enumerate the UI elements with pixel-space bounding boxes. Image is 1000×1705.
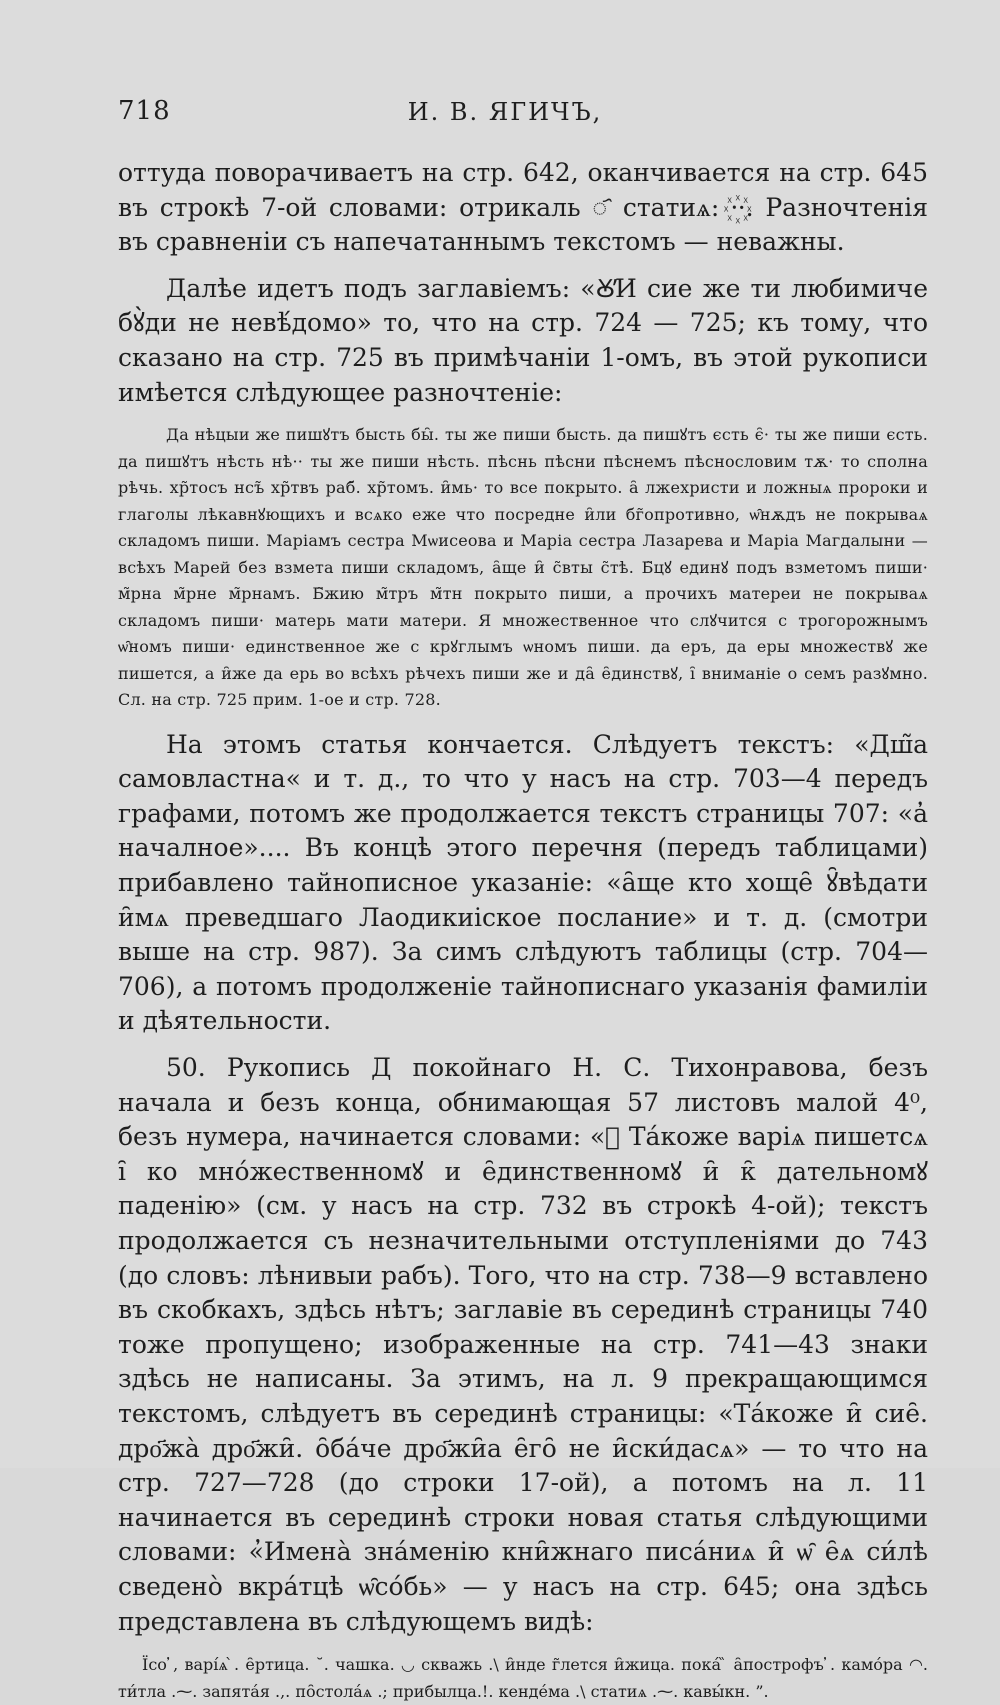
spacer (118, 714, 928, 728)
paragraph-2: Далѣе идетъ подъ заглавіемъ: «Ꙋ̓И сие же ти любимиче бꙋ̀ди не невѣ́домо» то, что на стр. 724 — 725; къ тому, что сказано на стр. 725 въ примѣчаніи 1-омъ, въ этой рукописи имѣется слѣдующее разночтеніе: (118, 273, 928, 407)
running-head: И. В. ЯГИЧЪ, (407, 98, 603, 126)
page-body (118, 156, 928, 1705)
spacer (118, 260, 928, 272)
church-slavonic-excerpt: Да нѣцыи же пишꙋтъ бысть бы̑. ты же пиши бысть. да пишꙋтъ єсть є̑· ты же пиши єсть. да пишꙋтъ нѣсть нѣ·· ты же пиши нѣсть. пѣснь пѣсни пѣснемъ пѣснословим тѫ· то сполна рѣчь. хр̃тосъ нсъ̃ хр̃твъ раб̃. хр̃томъ. и̑мь· то все покрыто. а̑ лжехристи и ложныѧ пророки и глаголы лѣкавнꙋющихъ и всѧко еже что посредне и̑ли бг̃опротивно, ѡ̑нѫдъ не покрываѧ складомъ пиши. Марiамъ сестра Мѡисеова и Марiа сестра Лазарева и Марiа Магдалыни — всѣхъ Марей без взмета пиши складомъ, а̑ще и̑ с̃вты с̃тѣ. Б̃цꙋ единꙋ подъ взметомъ пиши· м̃рна м̃рне м̃рнамъ. Б̃жию м̃тръ м̃тн покрыто пиши, а прочихъ матереи не покрываѧ складомъ пиши· матерь мати матери. Я множественное что слꙋчится с трогорожнымъ ѡ̑номъ пиши· единственное же с крꙋглымъ ѡномъ пиши. да еръ, да еры множествꙋ же пишется, а и̑же да ерь во всѣхъ рѣчехъ пиши же и да̑ е̑динствꙋ, і̑ вниманіе о семъ разꙋмно. Сл. на стр. 725 прим. 1-ое и стр. 728. (118, 425, 928, 710)
paragraph-3: На этомъ статья кончается. Слѣдуетъ текстъ: «Дш̃а самовластна« и т. д., то что у насъ на стр. 703—4 передъ графами, потомъ же продолжается текстъ страницы 707: «а̓ началное».... Въ концѣ этого перечня (передъ таблицами) прибавлено тайнописное указаніе: «а̑ще кто хоще̑ ꙋ̑вѣдати и̑мѧ преведшаго Лаодикиіское послание» и т. д. (смотри выше на стр. 987). За симъ слѣдуютъ таблицы (стр. 704—706), а потомъ продолженіе тайнописнаго указанія фамиліи и дѣятельности. (118, 729, 928, 1036)
paragraph-4: 50. Рукопись Д покойнаго Н. С. Тихонравова, безъ начала и безъ конца, обнимающая 57 листовъ малой 4⁰, безъ нумера, начинается словами: «⃠ Та́коже варіѧ пишетсѧ і̑ ко мно́жественномꙋ и е̑динственномꙋ и̑ к̑ дательномꙋ паденію» (см. у насъ на стр. 732 въ строкѣ 4-ой); текстъ продолжается съ незначительными отступленіями до 743 (до словъ: лѣнивыи рабъ). Того, что на стр. 738—9 вставлено въ скобкахъ, здѣсь нѣтъ; заглавіе въ серединѣ страницы 740 тоже пропущено; изображенные на стр. 741—43 знаки здѣсь не написаны. За этимъ, на л. 9 прекращающимся текстомъ, слѣдуетъ въ серединѣ страницы: «Та́коже и̑ сие̑. дро҃жа̀ дро҃жи̑. о̑ба́че дро҃жи̑а е̑го̑ не и̑ски́дасѧ» — то что на стр. 727—728 (до строки 17-ой), а потомъ на л. 11 начинается въ серединѣ строки новая статья слѣдующими словами: «̓Имена̀ зна́менію кни̑жнаго писа́ниѧ и̑ ѡ̑ е̑ѧ си́лѣ сведено̀ вкра́тцѣ ѡ̑со́бь» — у насъ на стр. 645; она здѣсь представлена въ слѣдующемъ видѣ: (118, 1053, 928, 1636)
diacritic-names-list: Їсо ̓, варі́ѧ ̀. е̑ртица. ˘. чашка. ◡ скважь .\ и̑нде г̃лется и̑жица. пока́ ̏ а̑построфъ ̓. камо́ра ◠. ти́тла .⁓. запята́я .,. по̑стола́ѧ .; прибылца.!. кенде́ма .\ статиѧ .⁓. кавы́кн. ”. (118, 1655, 928, 1702)
spacer (118, 410, 928, 422)
spacer (118, 1039, 928, 1051)
spacer (118, 1639, 928, 1651)
page-header (118, 96, 892, 140)
page-number: 718 (118, 96, 171, 126)
paragraph-1: оттуда поворачиваетъ на стр. 642, оканчивается на стр. 645 въ строкѣ 7-ой словами: отрикаль ◌҄ статиѧ: ·꙰·. Разночтенія въ сравненіи съ напечатаннымъ текстомъ — неважны. (118, 158, 928, 257)
